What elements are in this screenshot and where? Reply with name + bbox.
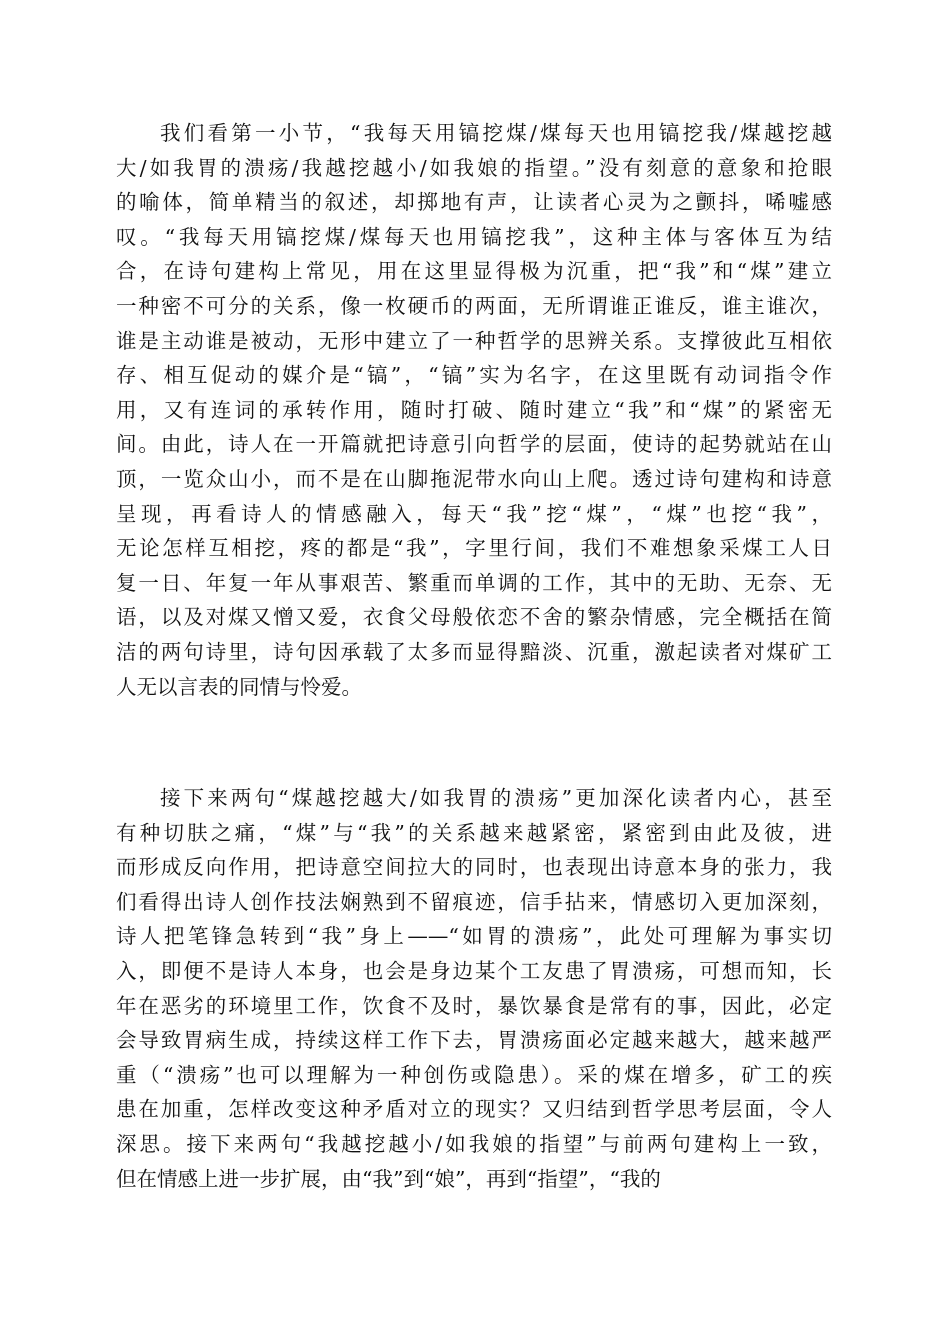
paragraph-1-line: 人无以言表的同情与怜爱。 bbox=[116, 674, 362, 699]
paragraph-1-line: 合，在诗句建构上常见，用在这里显得极为沉重，把“我”和“煤”建立 bbox=[116, 259, 832, 284]
paragraph-2-line: 年在恶劣的环境里工作，饮食不及时，暴饮暴食是常有的事，因此，必定 bbox=[116, 993, 832, 1018]
paragraph-1-line: 大/如我胃的溃疡/我越挖越小/如我娘的指望。”没有刻意的意象和抢眼 bbox=[116, 155, 832, 180]
paragraph-1-line: 复一日、年复一年从事艰苦、繁重而单调的工作，其中的无助、无奈、无 bbox=[116, 570, 832, 595]
paragraph-2-line: 诗人把笔锋急转到“我”身上——“如胃的溃疡”，此处可理解为事实切 bbox=[116, 924, 832, 949]
paragraph-2-line: 会导致胃病生成，持续这样工作下去，胃溃疡面必定越来越大，越来越严 bbox=[116, 1028, 832, 1053]
paragraph-1-line: 存、相互促动的媒介是“镐”，“镐”实为名字，在这里既有动词指令作 bbox=[116, 363, 832, 388]
paragraph-1-line: 一种密不可分的关系，像一枚硬币的两面，无所谓谁正谁反，谁主谁次， bbox=[116, 294, 832, 318]
paragraph-1-line: 呈现，再看诗人的情感融入，每天“我”挖“煤”，“煤”也挖“我”， bbox=[116, 501, 832, 526]
paragraph-2-line: 入，即便不是诗人本身，也会是身边某个工友患了胃溃疡，可想而知，长 bbox=[116, 959, 832, 983]
paragraph-1-line: 的喻体，简单精当的叙述，却掷地有声，让读者心灵为之颤抖，唏嘘感 bbox=[116, 190, 832, 215]
paragraph-1-line: 顶，一览众山小，而不是在山脚拖泥带水向山上爬。透过诗句建构和诗意 bbox=[116, 467, 832, 491]
paragraph-2-line: 重（“溃疡”也可以理解为一种创伤或隐患）。采的煤在增多，矿工的疾 bbox=[116, 1062, 832, 1087]
paragraph-2-line: 深思。接下来两句“我越挖越小/如我娘的指望”与前两句建构上一致， bbox=[116, 1132, 832, 1156]
paragraph-2-line: 患在加重，怎样改变这种矛盾对立的现实？又归结到哲学思考层面，令人 bbox=[116, 1097, 832, 1122]
paragraph-1-line: 间。由此，诗人在一开篇就把诗意引向哲学的层面，使诗的起势就站在山 bbox=[116, 432, 832, 457]
paragraph-2-line: 但在情感上进一步扩展，由“我”到“娘”，再到“指望”，“我的 bbox=[116, 1166, 661, 1191]
paragraph-1-line: 无论怎样互相挖，疼的都是“我”，字里行间，我们不难想象采煤工人日 bbox=[116, 536, 832, 561]
paragraph-2-line: 接下来两句“煤越挖越大/如我胃的溃疡”更加深化读者内心，甚至 bbox=[160, 786, 832, 810]
paragraph-1-line: 谁是主动谁是被动，无形中建立了一种哲学的思辨关系。支撑彼此互相依 bbox=[116, 328, 832, 353]
paragraph-2-line: 有种切肤之痛，“煤”与“我”的关系越来越紧密，紧密到由此及彼，进 bbox=[116, 820, 832, 845]
paragraph-1-line: 语，以及对煤又憎又爱，衣食父母般依恋不舍的繁杂情感，完全概括在简 bbox=[116, 605, 832, 630]
paragraph-2-line: 们看得出诗人创作技法娴熟到不留痕迹，信手拈来，情感切入更加深刻， bbox=[116, 889, 832, 914]
paragraph-1-line: 洁的两句诗里，诗句因承载了太多而显得黯淡、沉重，激起读者对煤矿工 bbox=[116, 640, 832, 664]
paragraph-2-line: 而形成反向作用，把诗意空间拉大的同时，也表现出诗意本身的张力，我 bbox=[116, 855, 832, 880]
paragraph-1-line: 用，又有连词的承转作用，随时打破、随时建立“我”和“煤”的紧密无 bbox=[116, 397, 832, 422]
paragraph-1-line: 叹。“我每天用镐挖煤/煤每天也用镐挖我”，这种主体与客体互为结 bbox=[116, 224, 832, 249]
paragraph-1-line: 我们看第一小节，“我每天用镐挖煤/煤每天也用镐挖我/煤越挖越 bbox=[160, 121, 832, 145]
